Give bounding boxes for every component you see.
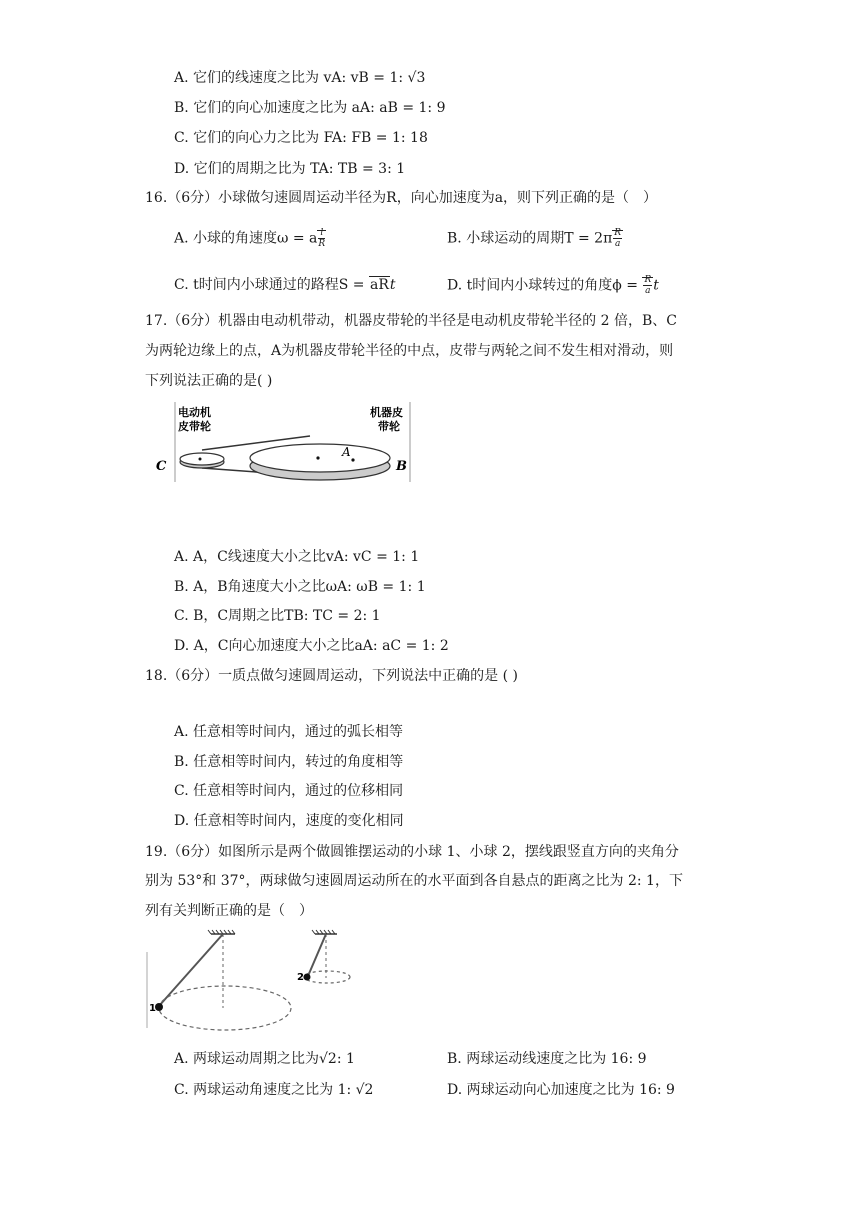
conical-pendulum-figure	[145, 928, 390, 1038]
motor-pulley	[180, 453, 224, 465]
q18-option-c: C. 任意相等时间内，通过的位移相同	[174, 783, 404, 799]
label-c: C	[156, 459, 167, 474]
q15-option-b: B. 它们的向心加速度之比为 aA: aB = 1: 9	[174, 100, 446, 116]
q16-stem: 16.（6分）小球做匀速圆周运动半径为R，向心加速度为a，则下列正确的是（ ）	[145, 190, 658, 206]
label-b: B	[396, 459, 407, 474]
q18-stem: 18.（6分）一质点做匀速圆周运动，下列说法中正确的是 ( )	[145, 668, 518, 684]
label-machine-1: 机器皮	[370, 406, 403, 419]
ball-2	[304, 974, 311, 981]
q19-option-c: C. 两球运动角速度之比为 1: √2	[174, 1082, 374, 1098]
q17-stem-line1: 17.（6分）机器由电动机带动，机器皮带轮的半径是电动机皮带轮半径的 2 倍，B、C	[145, 313, 677, 329]
q15-option-d: D. 它们的周期之比为 TA: TB = 3: 1	[174, 161, 406, 177]
q16-option-d: D. t时间内小球转过的角度ϕ = $\frac{R}{a}$ t	[447, 275, 659, 296]
ball-1	[155, 1003, 163, 1011]
q19-stem-line1: 19.（6分）如图所示是两个做圆锥摆运动的小球 1、小球 2，摆线跟竖直方向的夹角分	[145, 844, 679, 860]
q16-option-c: C. t时间内小球通过的路程S = aRt	[174, 277, 396, 293]
label-motor-1: 电动机	[178, 406, 211, 419]
motor-pulley-center	[199, 458, 202, 461]
q18-option-d: D. 任意相等时间内，速度的变化相同	[174, 813, 404, 829]
q17-stem-line2: 为两轮边缘上的点，A为机器皮带轮半径的中点，皮带与两轮之间不发生相对滑动，则	[145, 343, 674, 359]
orbit-1	[159, 986, 291, 1030]
q15-option-c: C. 它们的向心力之比为 FA: FB = 1: 18	[174, 130, 428, 146]
q17-option-b: B. A，B角速度大小之比ωA: ωB = 1: 1	[174, 579, 426, 595]
label-machine-2: 带轮	[378, 420, 400, 433]
q19-option-b: B. 两球运动线速度之比为 16: 9	[447, 1051, 647, 1067]
orbit-2	[304, 971, 350, 983]
belt-pulley-figure	[150, 398, 415, 486]
label-motor-2: 皮带轮	[178, 420, 211, 433]
machine-pulley	[250, 444, 390, 472]
label-ball-2: 2	[297, 972, 304, 983]
q17-option-c: C. B，C周期之比TB: TC = 2: 1	[174, 608, 381, 624]
q16-option-a: A. 小球的角速度ω = a $\frac{l}{R}$	[174, 228, 326, 249]
q17-option-d: D. A，C向心加速度大小之比aA: aC = 1: 2	[174, 638, 449, 654]
q18-option-b: B. 任意相等时间内，转过的角度相等	[174, 754, 404, 770]
label-ball-1: 1	[149, 1003, 156, 1014]
q16-option-b: B. 小球运动的周期T = 2π $\frac{R}{a}$	[447, 228, 622, 249]
q17-option-a: A. A，C线速度大小之比vA: vC = 1: 1	[174, 549, 420, 565]
point-a	[351, 458, 354, 461]
string-2	[308, 934, 326, 976]
string-1	[159, 934, 223, 1006]
q15-option-a: A. 它们的线速度之比为 vA: vB = 1: √3	[174, 70, 426, 86]
q19-stem-line3: 列有关判断正确的是（ ）	[145, 903, 313, 919]
q18-option-a: A. 任意相等时间内，通过的弧长相等	[174, 724, 404, 740]
q17-stem-line3: 下列说法正确的是( )	[145, 373, 273, 389]
q19-option-d: D. 两球运动向心加速度之比为 16: 9	[447, 1082, 675, 1098]
machine-pulley-center	[316, 456, 319, 459]
q19-stem-line2: 别为 53°和 37°，两球做匀速圆周运动所在的水平面到各自悬点的距离之比为 2: 1，下	[145, 873, 683, 889]
q19-option-a: A. 两球运动周期之比为√2: 1	[174, 1051, 355, 1067]
label-a: A	[342, 445, 351, 459]
